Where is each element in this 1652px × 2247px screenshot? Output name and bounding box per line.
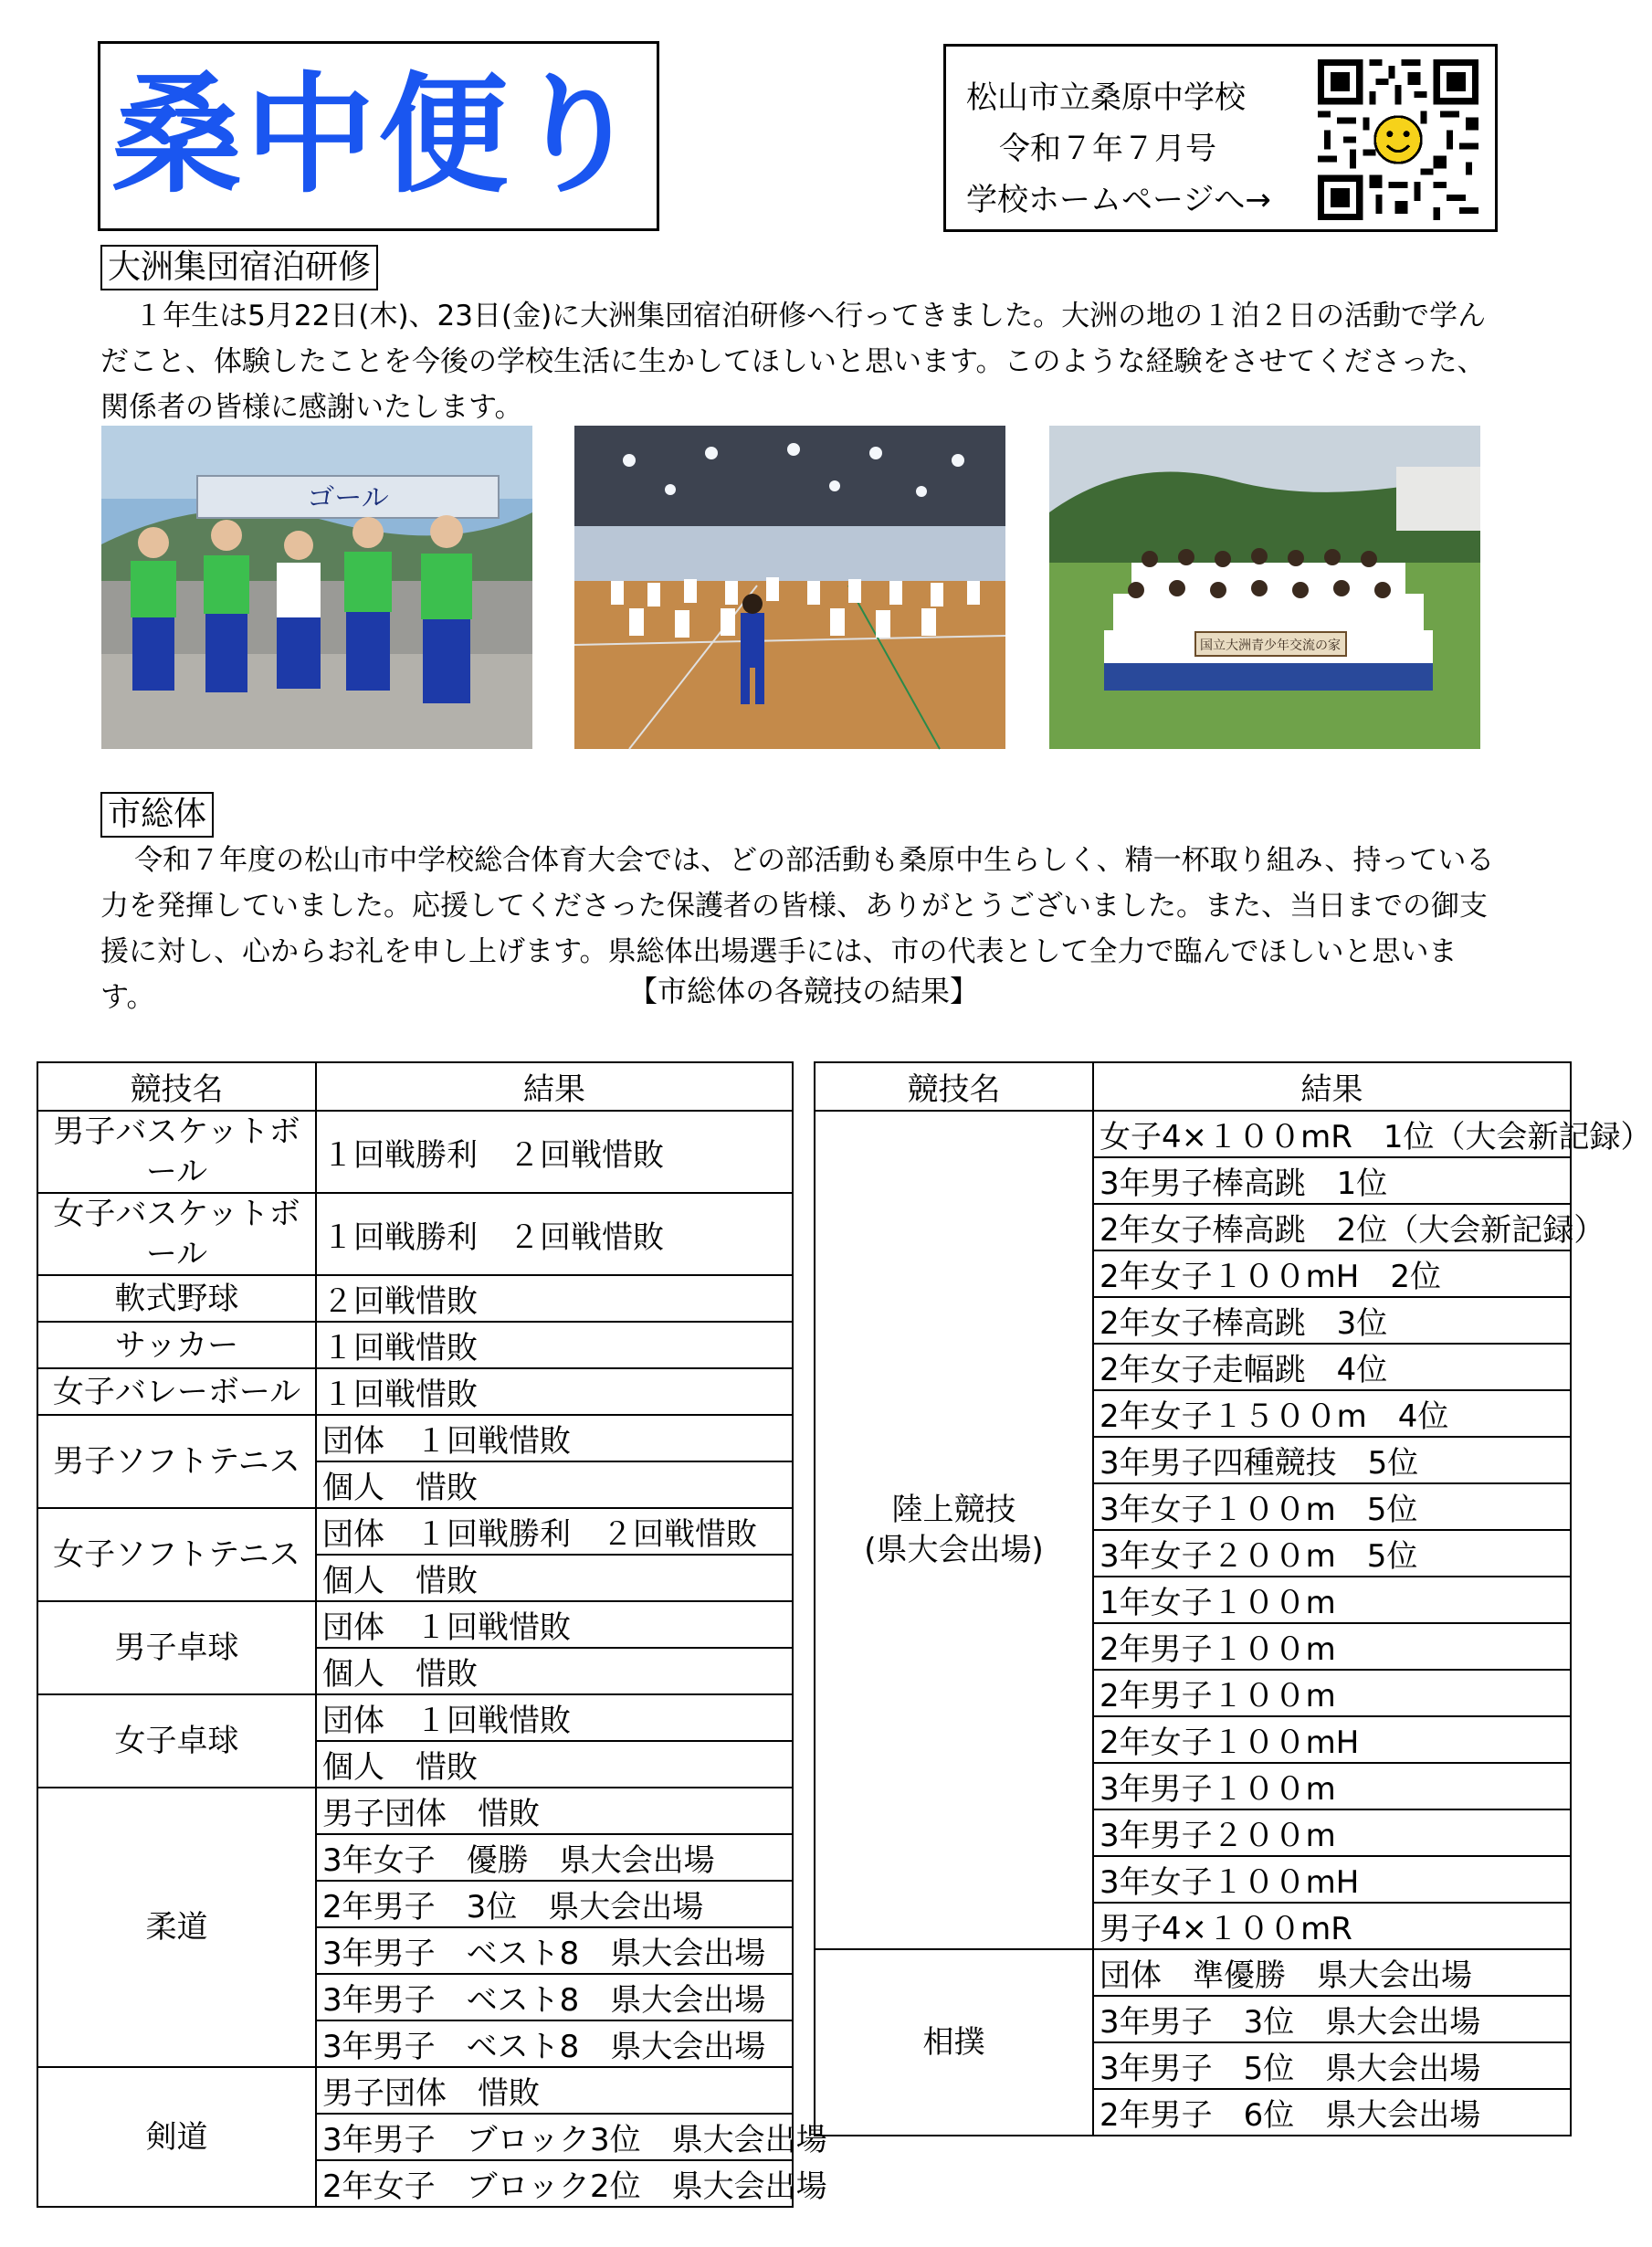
newsletter-title: 桑中便り [111, 60, 646, 211]
result-cell: 3年男子１００m [1093, 1763, 1571, 1809]
result-cell: 3年女子２００m 5位 [1093, 1530, 1571, 1577]
result-cell: 団体 １回戦惜敗 [316, 1415, 793, 1461]
event-name-cell: 男子ソフトテニス [37, 1415, 316, 1508]
result-cell: 3年女子１００mH [1093, 1856, 1571, 1903]
result-cell: 3年男子２００m [1093, 1809, 1571, 1856]
result-cell: 3年女子１００m 5位 [1093, 1483, 1571, 1530]
table-row [37, 1111, 793, 1193]
result-cell: 3年男子四種競技 5位 [1093, 1437, 1571, 1483]
event-name-cell: 女子ソフトテニス [37, 1508, 316, 1601]
result-cell: ２回戦惜敗 [316, 1275, 793, 1322]
result-cell: 団体 １回戦惜敗 [316, 1694, 793, 1741]
result-cell: 個人 惜敗 [316, 1741, 793, 1788]
event-name-cell: 陸上競技 (県大会出場) [815, 1111, 1093, 1949]
event-name-cell: 剣道 [37, 2067, 316, 2207]
result-cell: 男子4×１００mR [1093, 1903, 1571, 1949]
event-name-cell: 柔道 [37, 1788, 316, 2067]
result-cell: 3年女子 優勝 県大会出場 [316, 1834, 793, 1881]
result-cell: 1年女子１００m [1093, 1577, 1571, 1623]
event-name-cell: 男子バスケットボール [37, 1111, 316, 1193]
section-heading-city-sports: 市総体 [100, 792, 214, 838]
table-row [815, 1111, 1571, 1157]
result-cell: 男子団体 惜敗 [316, 1788, 793, 1834]
result-cell: 団体 準優勝 県大会出場 [1093, 1949, 1571, 1996]
result-cell: １回戦勝利 ２回戦惜敗 [316, 1193, 793, 1275]
result-cell: 団体 １回戦惜敗 [316, 1601, 793, 1648]
result-cell: 個人 惜敗 [316, 1461, 793, 1508]
result-cell: 男子団体 惜敗 [316, 2067, 793, 2114]
table-row [37, 1415, 793, 1461]
table-row [37, 2067, 793, 2114]
section-body-city-sports: 令和７年度の松山市中学校総合体育大会では、どの部活動も桑原中生らしく、精一杯取り組み、持っている力を発揮していました。応援してくださった保護者の皆様、ありがとうございました。また、当日までの御支援に対し、心からお礼を申し上げます。県総体出場選手には、市の代表として全力で臨んでほしいと思います。 [100, 844, 1495, 1014]
event-name-cell: 女子卓球 [37, 1694, 316, 1788]
table-row [37, 1368, 793, 1415]
result-cell: １回戦勝利 ２回戦惜敗 [316, 1111, 793, 1193]
goal-banner-text: ゴール [307, 482, 389, 514]
result-cell: 2年女子１００mH 2位 [1093, 1250, 1571, 1297]
event-name-cell: 男子卓球 [37, 1601, 316, 1694]
table-row [37, 1694, 793, 1741]
result-cell: 3年男子 ベスト8 県大会出場 [316, 1927, 793, 1974]
table-header-row [815, 1062, 1571, 1111]
table-row [37, 1508, 793, 1555]
homepage-link[interactable]: 学校ホームページへ→ [966, 182, 1271, 218]
result-cell: 2年男子１００m [1093, 1623, 1571, 1670]
result-cell: 2年女子棒高跳 2位（大会新記録） [1093, 1204, 1571, 1250]
result-cell: 3年男子 3位 県大会出場 [1093, 1996, 1571, 2042]
group-banner-text: 国立大洲青少年交流の家 [1200, 638, 1341, 653]
column-header-event: 競技名 [815, 1062, 1093, 1111]
result-cell: 2年女子棒高跳 3位 [1093, 1297, 1571, 1344]
school-name: 松山市立桑原中学校 [966, 79, 1246, 116]
result-cell: 個人 惜敗 [316, 1648, 793, 1694]
table-row [37, 1275, 793, 1322]
section-body-oozu-training: １年生は5月22日(木)、23日(金)に大洲集団宿泊研修へ行ってきました。大洲の地の１泊２日の活動で学んだこと、体験したことを今後の学校生活に生かしてほしいと思います。このような経験をさせてくださった、関係者の皆様に感謝いたします。 [100, 300, 1487, 424]
result-cell: 2年男子 3位 県大会出場 [316, 1881, 793, 1927]
result-cell: 3年男子 5位 県大会出場 [1093, 2042, 1571, 2089]
event-name-cell: 女子バレーボール [37, 1368, 316, 1415]
table-row [37, 1601, 793, 1648]
table-header-row [37, 1062, 793, 1111]
result-cell: 2年女子走幅跳 4位 [1093, 1344, 1571, 1390]
photo-gymnasium-exercise [574, 426, 1005, 749]
result-cell: 3年男子 ベスト8 県大会出場 [316, 2020, 793, 2067]
event-name-cell: 相撲 [815, 1949, 1093, 2136]
result-cell: 個人 惜敗 [316, 1555, 793, 1601]
result-cell: 2年男子１００m [1093, 1670, 1571, 1716]
result-cell: 3年男子 ベスト8 県大会出場 [316, 1974, 793, 2020]
result-cell: １回戦惜敗 [316, 1368, 793, 1415]
event-name-cell: 女子バスケットボール [37, 1193, 316, 1275]
event-name-cell: 軟式野球 [37, 1275, 316, 1322]
result-cell: 3年男子棒高跳 1位 [1093, 1157, 1571, 1204]
event-name-cell: サッカー [37, 1322, 316, 1368]
column-header-event: 競技名 [37, 1062, 316, 1111]
column-header-result: 結果 [316, 1062, 793, 1111]
result-cell: １回戦惜敗 [316, 1322, 793, 1368]
result-cell: 3年男子 ブロック3位 県大会出場 [316, 2114, 793, 2160]
results-table-left [37, 1061, 827, 2208]
result-cell: 2年女子 ブロック2位 県大会出場 [316, 2160, 793, 2207]
table-row [37, 1322, 793, 1368]
column-header-result: 結果 [1093, 1062, 1571, 1111]
section-heading-oozu-training: 大洲集団宿泊研修 [100, 245, 378, 290]
result-cell: 2年女子１５００m 4位 [1093, 1390, 1571, 1437]
photo-group-outdoors [1049, 426, 1480, 749]
results-table-left-body [37, 1111, 827, 2207]
result-cell: 女子4×１００mR 1位（大会新記録） [1093, 1111, 1571, 1157]
table-row [37, 1788, 793, 1834]
table-row [815, 1949, 1571, 1996]
result-cell: 2年女子１００mH [1093, 1716, 1571, 1763]
photo-students-jumping [101, 426, 532, 749]
newsletter-title-box [98, 41, 659, 231]
qr-code-icon[interactable] [1318, 59, 1478, 220]
result-cell: 2年男子 6位 県大会出場 [1093, 2089, 1571, 2136]
issue-date: 令和７年７月号 [999, 131, 1216, 167]
results-caption: 【市総体の各競技の結果】 [627, 974, 979, 1008]
table-row [37, 1193, 793, 1275]
result-cell: 団体 １回戦勝利 ２回戦惜敗 [316, 1508, 793, 1555]
school-info-box [943, 44, 1498, 232]
results-table-right-body [815, 1111, 1652, 2136]
results-table-right [814, 1061, 1652, 2136]
